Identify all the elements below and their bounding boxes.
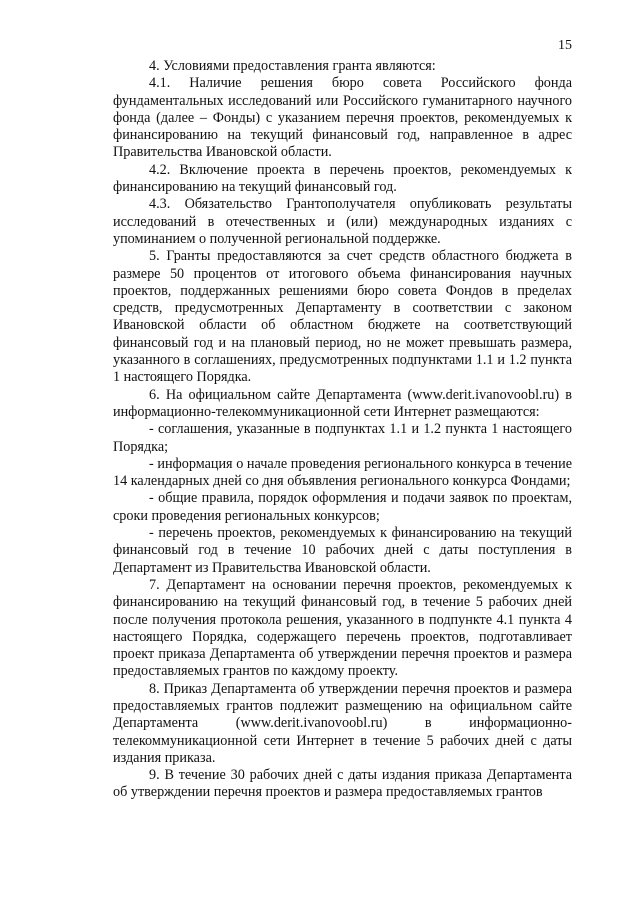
paragraph-5: 5. Гранты предоставляются за счет средств областного бюджета в размере 50 процентов от итогового объема финансирования научных проектов, поддержанных решениями бюро совета Фондов в пределах средств, предусмотренных Департаменту в соответствии с законом Ивановской области об областном бюджете на соответствующий финансовый год и на плановый период, но не может превышать размера, указанного в соглашениях, предусмотренных подпунктами 1.1 и 1.2 пункта 1 настоящего Порядка.: [113, 248, 572, 386]
document-body: [113, 58, 572, 802]
paragraph-7: 7. Департамент на основании перечня проектов, рекомендуемых к финансированию на текущий финансовый год, в течение 5 рабочих дней после получения протокола решения, указанного в подпункте 4.1 пункта 4 настоящего Порядка, содержащего перечень проектов, подготавливает проект приказа Департамента об утверждении перечня проектов и размера предоставляемых грантов по каждому проекту.: [113, 576, 572, 680]
paragraph-4-2: 4.2. Включение проекта в перечень проектов, рекомендуемых к финансированию на текущий финансовый год.: [113, 161, 572, 196]
page-number: 15: [558, 38, 572, 53]
paragraph-6-item-contest-info: - информация о начале проведения регионального конкурса в течение 14 календарных дней со дня объявления регионального конкурса Фондами;: [113, 455, 572, 490]
paragraph-4-conditions: 4. Условиями предоставления гранта являются:: [149, 58, 436, 74]
paragraph-6-item-rules: - общие правила, порядок оформления и подачи заявок по проектам, сроки проведения региональных конкурсов;: [113, 490, 572, 524]
paragraph-6-item-project-list: - перечень проектов, рекомендуемых к финансированию на текущий финансовый год в течение 10 рабочих дней с даты поступления в Департамент из Правительства Ивановской области.: [113, 525, 572, 576]
paragraph-4-3: 4.3. Обязательство Грантополучателя опубликовать результаты исследований в отечественных и (или) международных изданиях с упоминанием о полученной региональной поддержке.: [113, 196, 572, 247]
paragraph-4-1: 4.1. Наличие решения бюро совета Российского фонда фундаментальных исследований или Российского гуманитарного научного фонда (далее – Фонды) с указанием перечня проектов, рекомендуемых к финансированию на текущий финансовый год, направленное в адрес Правительства Ивановской области.: [113, 75, 572, 161]
paragraph-6: 6. На официальном сайте Департамента (www.derit.ivanovoobl.ru) в информационно-телекоммуникационной сети Интернет размещаются:: [113, 386, 572, 420]
paragraph-9: 9. В течение 30 рабочих дней с даты издания приказа Департамента об утверждении перечня проектов и размера предоставляемых грантов: [113, 767, 572, 801]
paragraph-8: 8. Приказ Департамента об утверждении перечня проектов и размера предоставляемых грантов подлежит размещению на официальном сайте Департамента (www.derit.ivanovoobl.ru) в информационно-телекоммуникационной сети Интернет в течение 5 рабочих дней с даты издания приказа.: [113, 680, 572, 766]
paragraph-6-item-agreements: - соглашения, указанные в подпунктах 1.1 и 1.2 пункта 1 настоящего Порядка;: [113, 421, 572, 455]
